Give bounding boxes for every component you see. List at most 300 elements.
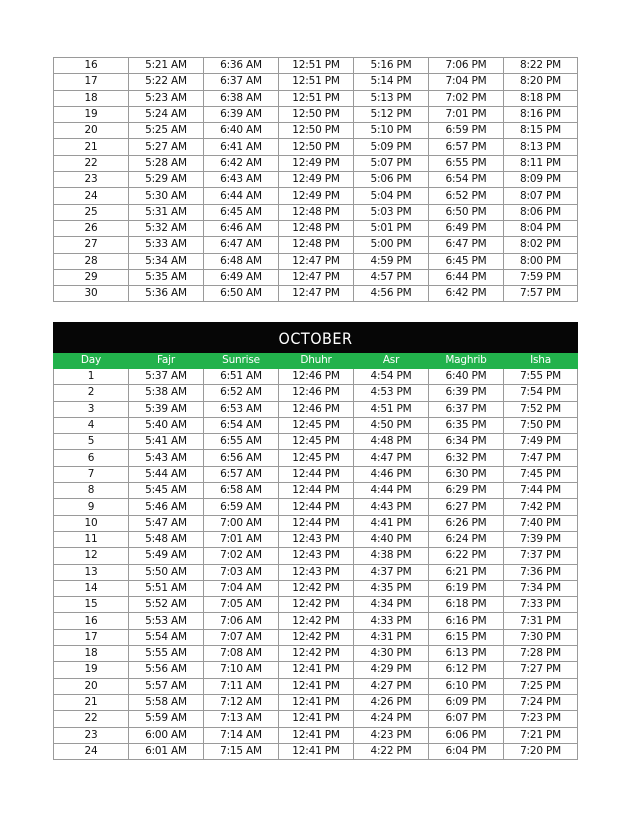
cell-isha: 7:44 PM: [504, 483, 578, 499]
cell-dhuhr: 12:45 PM: [279, 417, 354, 433]
column-header-asr: Asr: [354, 353, 429, 369]
cell-day: 14: [54, 580, 129, 596]
cell-dhuhr: 12:47 PM: [279, 269, 354, 285]
cell-day: 4: [54, 417, 129, 433]
cell-day: 16: [54, 58, 129, 74]
cell-dhuhr: 12:41 PM: [279, 743, 354, 759]
cell-asr: 5:03 PM: [354, 204, 429, 220]
table-row: [54, 237, 578, 253]
cell-maghrib: 6:54 PM: [429, 172, 504, 188]
cell-asr: 5:09 PM: [354, 139, 429, 155]
cell-isha: 7:36 PM: [504, 564, 578, 580]
cell-maghrib: 6:45 PM: [429, 253, 504, 269]
cell-sunrise: 7:01 AM: [204, 531, 279, 547]
cell-sunrise: 6:41 AM: [204, 139, 279, 155]
cell-isha: 7:52 PM: [504, 401, 578, 417]
column-header-maghrib: Maghrib: [429, 353, 504, 369]
cell-isha: 7:27 PM: [504, 662, 578, 678]
cell-isha: 7:23 PM: [504, 711, 578, 727]
cell-dhuhr: 12:41 PM: [279, 727, 354, 743]
cell-asr: 5:12 PM: [354, 106, 429, 122]
cell-fajr: 5:43 AM: [129, 450, 204, 466]
cell-dhuhr: 12:42 PM: [279, 613, 354, 629]
cell-isha: 8:02 PM: [504, 237, 578, 253]
cell-asr: 4:35 PM: [354, 580, 429, 596]
cell-day: 6: [54, 450, 129, 466]
cell-day: 7: [54, 466, 129, 482]
cell-asr: 4:51 PM: [354, 401, 429, 417]
cell-fajr: 6:01 AM: [129, 743, 204, 759]
cell-sunrise: 6:55 AM: [204, 434, 279, 450]
cell-maghrib: 6:35 PM: [429, 417, 504, 433]
cell-maghrib: 6:29 PM: [429, 483, 504, 499]
cell-day: 22: [54, 155, 129, 171]
table-row: [54, 711, 578, 727]
cell-isha: 7:25 PM: [504, 678, 578, 694]
table-row: [54, 450, 578, 466]
cell-fajr: 5:24 AM: [129, 106, 204, 122]
cell-asr: 4:23 PM: [354, 727, 429, 743]
cell-dhuhr: 12:45 PM: [279, 434, 354, 450]
cell-fajr: 5:37 AM: [129, 369, 204, 385]
cell-fajr: 5:55 AM: [129, 646, 204, 662]
table-row: [54, 90, 578, 106]
cell-day: 23: [54, 727, 129, 743]
cell-sunrise: 6:52 AM: [204, 385, 279, 401]
cell-maghrib: 6:22 PM: [429, 548, 504, 564]
cell-sunrise: 6:53 AM: [204, 401, 279, 417]
cell-maghrib: 6:19 PM: [429, 580, 504, 596]
cell-day: 18: [54, 646, 129, 662]
cell-fajr: 5:21 AM: [129, 58, 204, 74]
column-header-row: [54, 353, 578, 369]
cell-maghrib: 6:18 PM: [429, 597, 504, 613]
cell-isha: 7:24 PM: [504, 694, 578, 710]
cell-asr: 5:10 PM: [354, 123, 429, 139]
cell-day: 10: [54, 515, 129, 531]
table-row: [54, 369, 578, 385]
cell-sunrise: 7:06 AM: [204, 613, 279, 629]
cell-sunrise: 7:05 AM: [204, 597, 279, 613]
cell-fajr: 5:50 AM: [129, 564, 204, 580]
cell-isha: 7:40 PM: [504, 515, 578, 531]
cell-day: 21: [54, 694, 129, 710]
cell-fajr: 5:59 AM: [129, 711, 204, 727]
cell-day: 21: [54, 139, 129, 155]
cell-fajr: 5:48 AM: [129, 531, 204, 547]
cell-maghrib: 6:57 PM: [429, 139, 504, 155]
table-row: [54, 155, 578, 171]
cell-asr: 4:38 PM: [354, 548, 429, 564]
cell-day: 2: [54, 385, 129, 401]
cell-dhuhr: 12:42 PM: [279, 597, 354, 613]
cell-dhuhr: 12:41 PM: [279, 694, 354, 710]
cell-isha: 8:16 PM: [504, 106, 578, 122]
september-rows: [54, 58, 578, 302]
september-timetable: [53, 57, 578, 302]
cell-day: 17: [54, 74, 129, 90]
cell-fajr: 5:35 AM: [129, 269, 204, 285]
cell-fajr: 5:28 AM: [129, 155, 204, 171]
cell-asr: 4:27 PM: [354, 678, 429, 694]
cell-asr: 4:59 PM: [354, 253, 429, 269]
cell-maghrib: 6:07 PM: [429, 711, 504, 727]
cell-asr: 4:48 PM: [354, 434, 429, 450]
cell-fajr: 5:51 AM: [129, 580, 204, 596]
table-row: [54, 613, 578, 629]
cell-day: 20: [54, 678, 129, 694]
cell-isha: 7:34 PM: [504, 580, 578, 596]
cell-day: 24: [54, 743, 129, 759]
table-row: [54, 662, 578, 678]
cell-fajr: 5:39 AM: [129, 401, 204, 417]
cell-asr: 4:29 PM: [354, 662, 429, 678]
cell-dhuhr: 12:43 PM: [279, 564, 354, 580]
cell-fajr: 5:33 AM: [129, 237, 204, 253]
cell-sunrise: 6:40 AM: [204, 123, 279, 139]
cell-maghrib: 6:55 PM: [429, 155, 504, 171]
cell-isha: 8:11 PM: [504, 155, 578, 171]
cell-maghrib: 6:13 PM: [429, 646, 504, 662]
cell-dhuhr: 12:49 PM: [279, 188, 354, 204]
table-row: [54, 515, 578, 531]
cell-day: 15: [54, 597, 129, 613]
table-row: [54, 286, 578, 302]
cell-isha: 7:45 PM: [504, 466, 578, 482]
table-row: [54, 434, 578, 450]
cell-dhuhr: 12:42 PM: [279, 629, 354, 645]
cell-dhuhr: 12:51 PM: [279, 58, 354, 74]
table-row: [54, 58, 578, 74]
cell-sunrise: 7:03 AM: [204, 564, 279, 580]
table-row: [54, 597, 578, 613]
cell-dhuhr: 12:44 PM: [279, 499, 354, 515]
cell-sunrise: 6:49 AM: [204, 269, 279, 285]
cell-day: 11: [54, 531, 129, 547]
cell-maghrib: 6:40 PM: [429, 369, 504, 385]
cell-day: 8: [54, 483, 129, 499]
table-row: [54, 401, 578, 417]
table-row: [54, 531, 578, 547]
column-header-day: Day: [54, 353, 129, 369]
cell-fajr: 5:58 AM: [129, 694, 204, 710]
cell-isha: 7:42 PM: [504, 499, 578, 515]
cell-asr: 4:57 PM: [354, 269, 429, 285]
month-title-row: [54, 323, 578, 353]
cell-asr: 4:53 PM: [354, 385, 429, 401]
cell-sunrise: 6:36 AM: [204, 58, 279, 74]
table-row: [54, 629, 578, 645]
cell-fajr: 5:56 AM: [129, 662, 204, 678]
cell-asr: 5:04 PM: [354, 188, 429, 204]
cell-maghrib: 6:52 PM: [429, 188, 504, 204]
cell-asr: 4:24 PM: [354, 711, 429, 727]
cell-isha: 7:50 PM: [504, 417, 578, 433]
table-row: [54, 580, 578, 596]
cell-fajr: 5:52 AM: [129, 597, 204, 613]
cell-isha: 7:31 PM: [504, 613, 578, 629]
cell-dhuhr: 12:47 PM: [279, 286, 354, 302]
cell-day: 30: [54, 286, 129, 302]
cell-asr: 4:34 PM: [354, 597, 429, 613]
cell-isha: 7:39 PM: [504, 531, 578, 547]
cell-isha: 7:21 PM: [504, 727, 578, 743]
cell-maghrib: 6:10 PM: [429, 678, 504, 694]
cell-dhuhr: 12:50 PM: [279, 139, 354, 155]
cell-maghrib: 6:49 PM: [429, 220, 504, 236]
table-row: [54, 253, 578, 269]
cell-asr: 5:16 PM: [354, 58, 429, 74]
october-timetable: [53, 322, 578, 760]
cell-maghrib: 6:30 PM: [429, 466, 504, 482]
cell-dhuhr: 12:41 PM: [279, 678, 354, 694]
cell-fajr: 5:44 AM: [129, 466, 204, 482]
cell-isha: 7:30 PM: [504, 629, 578, 645]
cell-maghrib: 6:21 PM: [429, 564, 504, 580]
cell-isha: 8:06 PM: [504, 204, 578, 220]
cell-fajr: 5:25 AM: [129, 123, 204, 139]
cell-maghrib: 6:12 PM: [429, 662, 504, 678]
cell-asr: 4:22 PM: [354, 743, 429, 759]
cell-maghrib: 6:50 PM: [429, 204, 504, 220]
cell-maghrib: 6:24 PM: [429, 531, 504, 547]
cell-fajr: 5:54 AM: [129, 629, 204, 645]
cell-asr: 4:26 PM: [354, 694, 429, 710]
cell-fajr: 5:41 AM: [129, 434, 204, 450]
cell-day: 20: [54, 123, 129, 139]
cell-isha: 8:00 PM: [504, 253, 578, 269]
cell-fajr: 5:32 AM: [129, 220, 204, 236]
table-row: [54, 499, 578, 515]
cell-day: 26: [54, 220, 129, 236]
cell-dhuhr: 12:48 PM: [279, 220, 354, 236]
cell-sunrise: 6:42 AM: [204, 155, 279, 171]
cell-asr: 5:14 PM: [354, 74, 429, 90]
cell-maghrib: 6:39 PM: [429, 385, 504, 401]
cell-fajr: 5:57 AM: [129, 678, 204, 694]
column-header-dhuhr: Dhuhr: [279, 353, 354, 369]
cell-maghrib: 7:02 PM: [429, 90, 504, 106]
cell-sunrise: 6:45 AM: [204, 204, 279, 220]
table-row: [54, 106, 578, 122]
cell-day: 19: [54, 106, 129, 122]
cell-asr: 5:00 PM: [354, 237, 429, 253]
cell-isha: 7:57 PM: [504, 286, 578, 302]
cell-fajr: 5:40 AM: [129, 417, 204, 433]
cell-sunrise: 6:56 AM: [204, 450, 279, 466]
cell-sunrise: 7:12 AM: [204, 694, 279, 710]
cell-isha: 8:09 PM: [504, 172, 578, 188]
cell-isha: 8:22 PM: [504, 58, 578, 74]
cell-sunrise: 7:13 AM: [204, 711, 279, 727]
cell-isha: 7:20 PM: [504, 743, 578, 759]
cell-maghrib: 6:34 PM: [429, 434, 504, 450]
cell-fajr: 5:49 AM: [129, 548, 204, 564]
cell-fajr: 5:46 AM: [129, 499, 204, 515]
cell-sunrise: 6:38 AM: [204, 90, 279, 106]
cell-maghrib: 7:04 PM: [429, 74, 504, 90]
cell-isha: 7:47 PM: [504, 450, 578, 466]
cell-sunrise: 6:48 AM: [204, 253, 279, 269]
cell-fajr: 5:31 AM: [129, 204, 204, 220]
table-row: [54, 564, 578, 580]
cell-asr: 4:31 PM: [354, 629, 429, 645]
cell-isha: 7:28 PM: [504, 646, 578, 662]
cell-dhuhr: 12:43 PM: [279, 531, 354, 547]
cell-sunrise: 6:58 AM: [204, 483, 279, 499]
cell-sunrise: 6:44 AM: [204, 188, 279, 204]
cell-sunrise: 7:08 AM: [204, 646, 279, 662]
cell-asr: 4:54 PM: [354, 369, 429, 385]
cell-dhuhr: 12:46 PM: [279, 385, 354, 401]
cell-isha: 7:49 PM: [504, 434, 578, 450]
cell-dhuhr: 12:50 PM: [279, 106, 354, 122]
cell-maghrib: 6:32 PM: [429, 450, 504, 466]
cell-maghrib: 6:26 PM: [429, 515, 504, 531]
cell-maghrib: 6:37 PM: [429, 401, 504, 417]
cell-dhuhr: 12:47 PM: [279, 253, 354, 269]
table-row: [54, 694, 578, 710]
cell-asr: 4:44 PM: [354, 483, 429, 499]
table-row: [54, 743, 578, 759]
cell-fajr: 5:45 AM: [129, 483, 204, 499]
table-row: [54, 417, 578, 433]
cell-asr: 4:56 PM: [354, 286, 429, 302]
cell-sunrise: 7:04 AM: [204, 580, 279, 596]
october-rows: [54, 369, 578, 760]
table-row: [54, 727, 578, 743]
cell-asr: 4:30 PM: [354, 646, 429, 662]
cell-asr: 5:07 PM: [354, 155, 429, 171]
cell-asr: 5:13 PM: [354, 90, 429, 106]
cell-sunrise: 6:39 AM: [204, 106, 279, 122]
table-row: [54, 123, 578, 139]
cell-asr: 4:37 PM: [354, 564, 429, 580]
cell-isha: 7:33 PM: [504, 597, 578, 613]
cell-sunrise: 6:54 AM: [204, 417, 279, 433]
cell-sunrise: 7:14 AM: [204, 727, 279, 743]
cell-isha: 8:18 PM: [504, 90, 578, 106]
cell-isha: 8:20 PM: [504, 74, 578, 90]
cell-fajr: 5:53 AM: [129, 613, 204, 629]
cell-day: 1: [54, 369, 129, 385]
cell-day: 19: [54, 662, 129, 678]
cell-day: 12: [54, 548, 129, 564]
cell-sunrise: 7:15 AM: [204, 743, 279, 759]
column-header-fajr: Fajr: [129, 353, 204, 369]
column-header-isha: Isha: [504, 353, 578, 369]
cell-dhuhr: 12:45 PM: [279, 450, 354, 466]
cell-sunrise: 6:50 AM: [204, 286, 279, 302]
cell-fajr: 5:36 AM: [129, 286, 204, 302]
cell-asr: 4:40 PM: [354, 531, 429, 547]
cell-sunrise: 7:10 AM: [204, 662, 279, 678]
cell-asr: 5:01 PM: [354, 220, 429, 236]
cell-maghrib: 6:09 PM: [429, 694, 504, 710]
cell-day: 3: [54, 401, 129, 417]
cell-day: 25: [54, 204, 129, 220]
column-header-sunrise: Sunrise: [204, 353, 279, 369]
cell-day: 28: [54, 253, 129, 269]
cell-isha: 7:59 PM: [504, 269, 578, 285]
table-row: [54, 172, 578, 188]
cell-dhuhr: 12:42 PM: [279, 646, 354, 662]
cell-dhuhr: 12:46 PM: [279, 401, 354, 417]
cell-isha: 8:13 PM: [504, 139, 578, 155]
cell-isha: 7:55 PM: [504, 369, 578, 385]
cell-dhuhr: 12:48 PM: [279, 204, 354, 220]
cell-dhuhr: 12:44 PM: [279, 515, 354, 531]
cell-maghrib: 6:15 PM: [429, 629, 504, 645]
cell-isha: 7:37 PM: [504, 548, 578, 564]
cell-dhuhr: 12:44 PM: [279, 466, 354, 482]
cell-fajr: 5:22 AM: [129, 74, 204, 90]
cell-sunrise: 6:37 AM: [204, 74, 279, 90]
cell-day: 18: [54, 90, 129, 106]
cell-sunrise: 7:07 AM: [204, 629, 279, 645]
table-row: [54, 548, 578, 564]
cell-asr: 4:50 PM: [354, 417, 429, 433]
table-row: [54, 466, 578, 482]
table-row: [54, 139, 578, 155]
cell-dhuhr: 12:49 PM: [279, 172, 354, 188]
cell-asr: 4:41 PM: [354, 515, 429, 531]
cell-asr: 4:46 PM: [354, 466, 429, 482]
cell-dhuhr: 12:44 PM: [279, 483, 354, 499]
cell-fajr: 5:34 AM: [129, 253, 204, 269]
cell-sunrise: 6:57 AM: [204, 466, 279, 482]
cell-dhuhr: 12:51 PM: [279, 90, 354, 106]
cell-dhuhr: 12:41 PM: [279, 662, 354, 678]
cell-isha: 8:07 PM: [504, 188, 578, 204]
cell-dhuhr: 12:42 PM: [279, 580, 354, 596]
cell-day: 27: [54, 237, 129, 253]
table-row: [54, 188, 578, 204]
cell-isha: 8:04 PM: [504, 220, 578, 236]
cell-maghrib: 6:59 PM: [429, 123, 504, 139]
cell-day: 5: [54, 434, 129, 450]
cell-maghrib: 6:04 PM: [429, 743, 504, 759]
cell-fajr: 5:47 AM: [129, 515, 204, 531]
table-row: [54, 646, 578, 662]
table-row: [54, 74, 578, 90]
cell-isha: 7:54 PM: [504, 385, 578, 401]
cell-day: 9: [54, 499, 129, 515]
cell-sunrise: 7:00 AM: [204, 515, 279, 531]
cell-maghrib: 6:47 PM: [429, 237, 504, 253]
cell-asr: 5:06 PM: [354, 172, 429, 188]
cell-maghrib: 6:16 PM: [429, 613, 504, 629]
cell-day: 16: [54, 613, 129, 629]
table-row: [54, 220, 578, 236]
cell-maghrib: 7:06 PM: [429, 58, 504, 74]
cell-dhuhr: 12:41 PM: [279, 711, 354, 727]
cell-asr: 4:43 PM: [354, 499, 429, 515]
cell-maghrib: 6:42 PM: [429, 286, 504, 302]
table-row: [54, 385, 578, 401]
cell-isha: 8:15 PM: [504, 123, 578, 139]
cell-day: 24: [54, 188, 129, 204]
cell-day: 29: [54, 269, 129, 285]
cell-fajr: 6:00 AM: [129, 727, 204, 743]
cell-sunrise: 6:43 AM: [204, 172, 279, 188]
table-row: [54, 483, 578, 499]
cell-dhuhr: 12:50 PM: [279, 123, 354, 139]
cell-fajr: 5:38 AM: [129, 385, 204, 401]
table-row: [54, 204, 578, 220]
table-row: [54, 678, 578, 694]
cell-sunrise: 6:47 AM: [204, 237, 279, 253]
